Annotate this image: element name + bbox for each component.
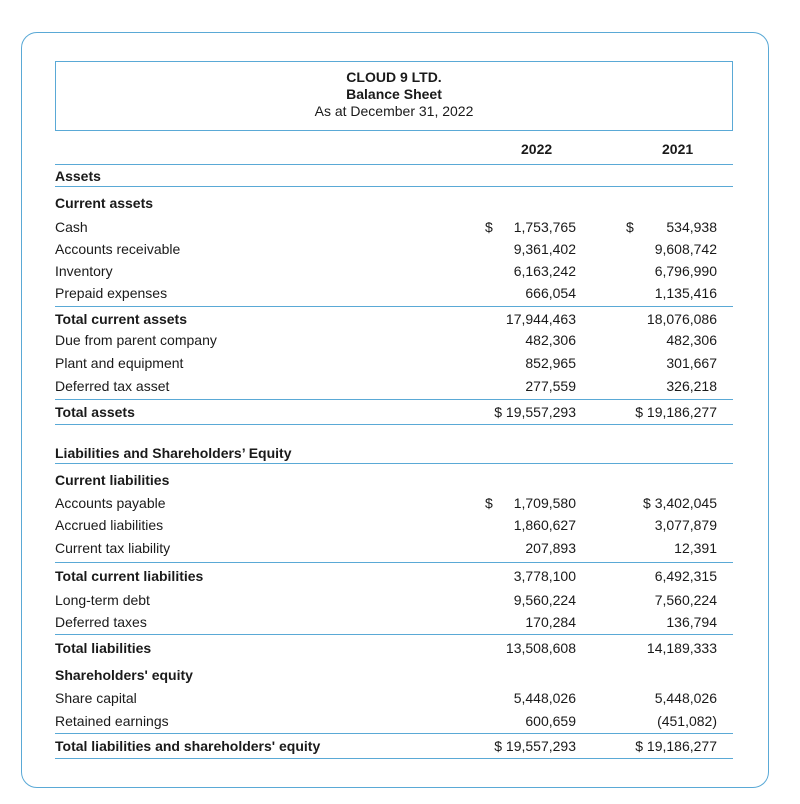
statement-title-box	[55, 61, 733, 131]
value-2022: $ 19,557,293	[494, 738, 576, 754]
value-2021: 18,076,086	[646, 311, 717, 327]
subsection-label: Current assets	[55, 195, 154, 211]
row-label: Plant and equipment	[55, 355, 184, 371]
row-label: Total current assets	[55, 311, 188, 327]
table-row-inventory	[55, 260, 733, 282]
divider	[55, 733, 733, 734]
row-label: Total liabilities	[55, 640, 152, 656]
value-2021: 12,391	[674, 540, 717, 556]
value-2021: 301,667	[666, 355, 717, 371]
row-label: Share capital	[55, 690, 137, 706]
value-2021: 14,189,333	[646, 640, 717, 656]
value-2022: 6,163,242	[513, 263, 576, 279]
value-2022: 207,893	[525, 540, 576, 556]
table-row-share-capital	[55, 687, 733, 709]
row-label: Accounts receivable	[55, 241, 181, 257]
row-label: Due from parent company	[55, 332, 217, 348]
currency-symbol: $	[485, 495, 493, 511]
value-2021: 7,560,224	[654, 592, 717, 608]
value-2022: 9,560,224	[513, 592, 576, 608]
value-2021: 5,448,026	[654, 690, 717, 706]
row-label: Total assets	[55, 404, 135, 420]
column-header-2022: 2022	[521, 141, 553, 157]
table-row-cash	[55, 216, 733, 238]
table-row-total-current-assets	[55, 308, 733, 330]
row-label: Inventory	[55, 263, 113, 279]
subsection-header-current-liabilities	[55, 469, 733, 491]
value-2021: 482,306	[666, 332, 717, 348]
value-2022: $ 19,557,293	[494, 404, 576, 420]
value-2021: 3,077,879	[654, 517, 717, 533]
section-label: Liabilities and Shareholders’ Equity	[55, 445, 292, 461]
value-2021: (451,082)	[657, 713, 717, 729]
row-label: Total liabilities and shareholders' equity	[55, 738, 321, 754]
row-label: Accounts payable	[55, 495, 166, 511]
value-2022: 1,753,765	[513, 219, 576, 235]
column-header-2021: 2021	[662, 141, 694, 157]
table-row-retained-earnings	[55, 710, 733, 732]
table-row-accounts-payable	[55, 492, 733, 514]
row-label: Current tax liability	[55, 540, 171, 556]
table-row-prepaid-expenses	[55, 282, 733, 304]
value-2022: 3,778,100	[513, 568, 576, 584]
divider	[55, 399, 733, 400]
row-label: Deferred tax asset	[55, 378, 170, 394]
value-2022: 277,559	[525, 378, 576, 394]
table-row-total-liabilities-equity	[55, 735, 733, 757]
value-2021: $ 19,186,277	[635, 738, 717, 754]
statement-date: As at December 31, 2022	[314, 103, 474, 119]
value-2021: $ 3,402,045	[643, 495, 717, 511]
divider	[55, 634, 733, 635]
value-2021: 534,938	[666, 219, 717, 235]
value-2022: 1,860,627	[513, 517, 576, 533]
value-2021: 1,135,416	[654, 285, 717, 301]
value-2021: 6,492,315	[654, 568, 717, 584]
table-row-plant-equipment	[55, 352, 733, 374]
table-row-due-from-parent	[55, 329, 733, 351]
company-name: CLOUD 9 LTD.	[346, 69, 442, 85]
section-header-liabilities-equity	[55, 442, 733, 464]
statement-name: Balance Sheet	[346, 86, 442, 102]
value-2021: 9,608,742	[654, 241, 717, 257]
currency-symbol: $	[626, 219, 634, 235]
table-row-total-assets	[55, 401, 733, 423]
value-2022: 9,361,402	[513, 241, 576, 257]
table-row-deferred-taxes	[55, 611, 733, 633]
table-row-total-liabilities	[55, 637, 733, 659]
value-2022: 5,448,026	[513, 690, 576, 706]
value-2022: 666,054	[525, 285, 576, 301]
subsection-label: Shareholders' equity	[55, 667, 193, 683]
row-label: Long-term debt	[55, 592, 150, 608]
value-2022: 13,508,608	[505, 640, 576, 656]
row-label: Retained earnings	[55, 713, 169, 729]
subsection-header-shareholders-equity	[55, 664, 733, 686]
table-row-current-tax-liability	[55, 537, 733, 559]
value-2022: 1,709,580	[513, 495, 576, 511]
divider	[55, 758, 733, 759]
value-2022: 17,944,463	[505, 311, 576, 327]
value-2022: 600,659	[525, 713, 576, 729]
table-row-long-term-debt	[55, 589, 733, 611]
row-label: Cash	[55, 219, 88, 235]
value-2022: 482,306	[525, 332, 576, 348]
value-2022: 170,284	[525, 614, 576, 630]
section-label: Assets	[55, 168, 101, 184]
subsection-label: Current liabilities	[55, 472, 170, 488]
divider	[55, 463, 733, 464]
row-label: Prepaid expenses	[55, 285, 168, 301]
table-row-total-current-liabilities	[55, 565, 733, 587]
table-row-accrued-liabilities	[55, 514, 733, 536]
currency-symbol: $	[485, 219, 493, 235]
row-label: Total current liabilities	[55, 568, 204, 584]
table-row-accounts-receivable	[55, 238, 733, 260]
divider	[55, 306, 733, 307]
value-2021: 6,796,990	[654, 263, 717, 279]
value-2021: 326,218	[666, 378, 717, 394]
table-row-deferred-tax-asset	[55, 375, 733, 397]
value-2022: 852,965	[525, 355, 576, 371]
divider	[55, 562, 733, 563]
row-label: Deferred taxes	[55, 614, 147, 630]
divider	[55, 424, 733, 425]
row-label: Accrued liabilities	[55, 517, 164, 533]
subsection-header-current-assets	[55, 192, 733, 214]
section-header-assets	[55, 165, 733, 187]
value-2021: 136,794	[666, 614, 717, 630]
value-2021: $ 19,186,277	[635, 404, 717, 420]
